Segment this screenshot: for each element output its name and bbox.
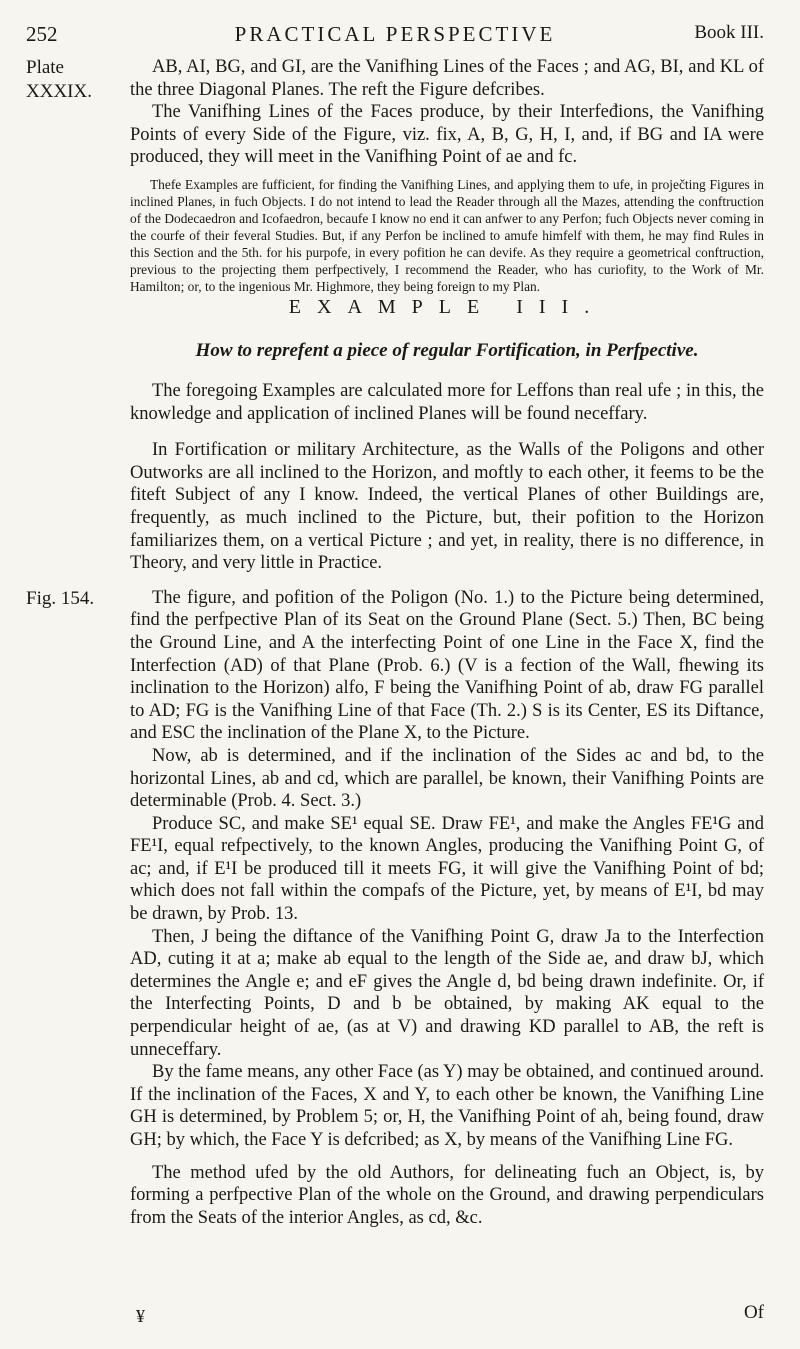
plate-number: XXXIX.: [26, 81, 92, 102]
footnote-paragraph: Thefe Examples are fufficient, for finding the Vanifhing Lines, and applying them to ufe, in proječting Figures in inclined Planes, in fuch Objects. I do not intend to lead the Reader through all the Mazes, attending the conftruction of the Dodecaedron and Icofaedron, becaufe I know no end it can anfwer to any Perfon; fuch Objects never coming in the courfe of their feveral Studies. But, if any Perfon be inclined to amufe himfelf with them, he may find Rules in this Section and the 5th. for his purpofe, in every pofition he can devife. As they require a geometrical conftruction, previous to the projecting them perfpectively, I recommend the Reader, who has curiofity, to the Work of Mr. Hamilton; or, to the ingenious Mr. Highmore, they being foreign to my Plan.: [130, 177, 764, 294]
paragraph: In Fortification or military Architecture, as the Walls of the Poligons and other Outworks are all inclined to the Horizon, and moftly to each other, it feems to be the fiteft Subject of any I know. Indeed, the vertical Planes of other Buildings are, frequently, as much inclined to the Picture, but, their pofition to the Horizon familiarizes them, on a vertical Picture ; and yet, in reality, there is no difference, in Theory, and very little in Practice.: [130, 440, 764, 574]
book-label: Book III.: [694, 22, 764, 43]
page-number: 252: [26, 22, 58, 46]
example-heading-block: [130, 296, 764, 319]
note-text: [130, 176, 764, 295]
paragraph: By the fame means, any other Face (as Y) may be obtained, and continued around. If the inclination of the Faces, X and Y, to each other be known, the Vanifhing Line GH is determined, by Problem 5; or, H, the Vanifhing Point of ah, being found, draw GH; by which, the Face Y is defcribed; as X, by means of the Vanifhing Line FG.: [130, 1062, 764, 1150]
paragraph: AB, AI, BG, and GI, are the Vanifhing Lines of the Faces ; and AG, BI, and KL of the three Diagonal Planes. The reft the Figure defcribes.: [130, 57, 764, 100]
intro-text: [130, 56, 764, 169]
catchword: Of: [743, 1302, 764, 1323]
figure-reference: Fig. 154.: [26, 588, 95, 609]
example-subheading: How to reprefent a piece of regular Fortification, in Perfpective.: [195, 340, 699, 361]
paragraph: The figure, and pofition of the Poligon (No. 1.) to the Picture being determined, find the perfpective Plan of its Seat on the Ground Plane (Sect. 5.) Then, BC being the Ground Line, and A the interfecting Point of one Line in the Face X, find the Interfection (AD) of that Plane (Prob. 6.) (V is a fection of the Wall, fhewing its inclination to the Horizon) alfo, F being the Vanifhing Point of ab, draw FG parallel to AD; FG is the Vanifhing Line of that Face (Th. 2.) S is its Center, ES its Diftance, and ESC the inclination of the Plane X, to the Picture.: [130, 587, 764, 744]
paragraph: The method ufed by the old Authors, for delineating fuch an Object, is, by forming a perfpective Plan of the whole on the Ground, and drawing perpendiculars from the Seats of the interior Angles, as cd, &c.: [130, 1162, 764, 1228]
paragraph: Now, ab is determined, and if the inclination of the Sides ac and bd, to the horizontal Lines, ab and cd, which are parallel, be known, their Vanifhing Points are determinable (Prob. 4. Sect. 3.): [130, 745, 764, 812]
paragraph: The Vanifhing Lines of the Faces produce, by their Interfeđions, the Vanifhing Points of every Side of the Figure, viz. fix, A, B, G, H, I, and, if BG and IA were produced, they will meet in the Vanifhing Point of ae and fc.: [130, 102, 764, 168]
example-subheading-block: [130, 340, 764, 362]
paragraph: Produce SC, and make SE¹ equal SE. Draw FE¹, and make the Angles FE¹G and FE¹I, equal refpectively, to the known Angles, producing the Vanifhing Point G, of ac; and, if E¹I be produced till it meets FG, it will give the Vanifhing Point of bd; which does not fall within the compafs of the Picture, yet, by means of E¹I, bd may be drawn, by Prob. 13.: [130, 813, 764, 925]
page-header: [26, 14, 764, 50]
plate-label: Plate: [26, 57, 64, 78]
example-heading: EXAMPLE III.: [288, 296, 606, 318]
running-title: PRACTICAL PERSPECTIVE: [234, 22, 556, 46]
body-text: [130, 380, 764, 1229]
paragraph: Then, J being the diftance of the Vanifhing Point G, draw Ja to the Interfection AD, cuting it at a; make ab equal to the length of the Side ae, and draw bJ, which determines the Angle e; and eF gives the Angle d, bd being drawn indefinite. Or, if the Interfecting Points, D and b be obtained, by making AK equal to the perpendicular height of ae, (as at V) and drawing KD parallel to AB, the reft is unneceffary.: [130, 926, 764, 1060]
paragraph: The foregoing Examples are calculated more for Leffons than real ufe ; in this, the knowledge and application of inclined Planes will be found neceffary.: [130, 381, 764, 424]
stray-mark: ¥: [136, 1306, 145, 1326]
